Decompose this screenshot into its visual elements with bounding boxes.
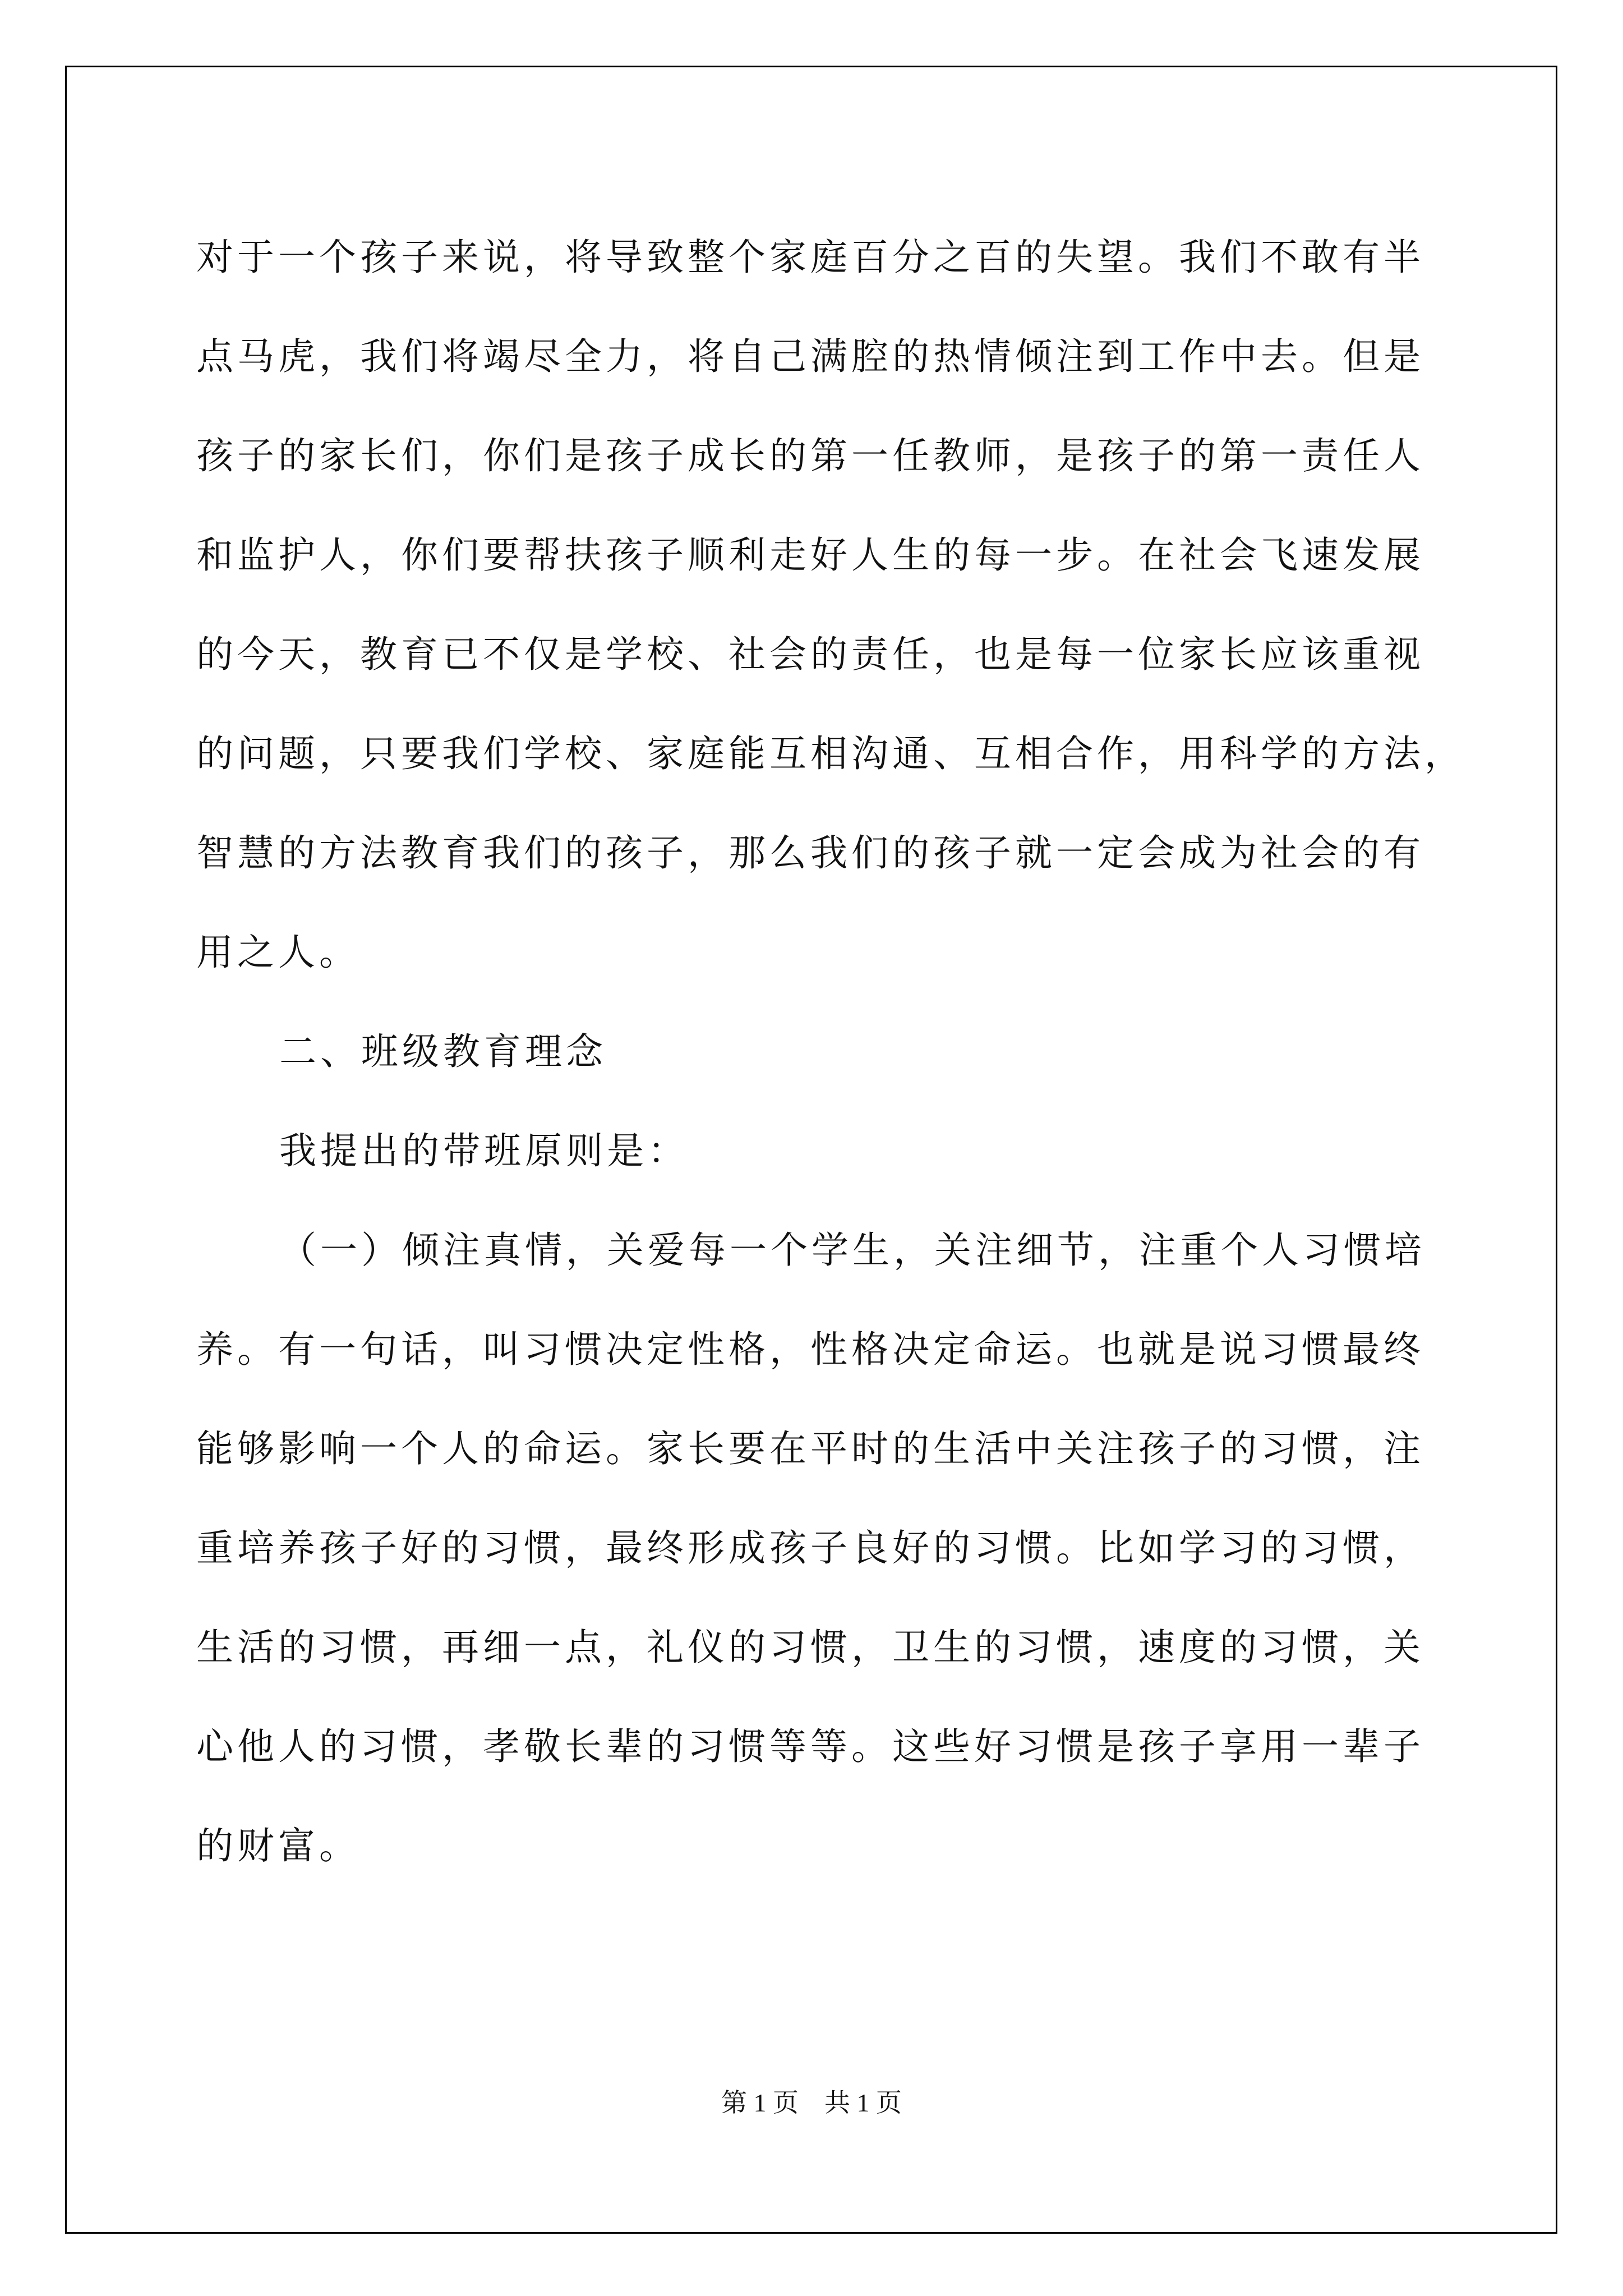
text-line: 二、班级教育理念 xyxy=(279,1030,607,1073)
document-body xyxy=(196,208,1465,1895)
text-line: 点马虎，我们将竭尽全力，将自己满腔的热情倾注到工作中去。但是 xyxy=(196,335,1424,378)
text-line: 重培养孩子好的习惯，最终形成孩子良好的习惯。比如学习的习惯， xyxy=(196,1526,1424,1570)
text-line: 的财富。 xyxy=(196,1824,360,1867)
text-line: 的今天，教育已不仅是学校、社会的责任，也是每一位家长应该重视 xyxy=(196,633,1424,676)
text-line: 智慧的方法教育我们的孩子，那么我们的孩子就一定会成为社会的有 xyxy=(196,831,1424,875)
text-line: 孩子的家长们，你们是孩子成长的第一任教师，是孩子的第一责任人 xyxy=(196,434,1424,477)
text-line: 的问题，只要我们学校、家庭能互相沟通、互相合作，用科学的方法， xyxy=(196,732,1465,775)
text-line: 我提出的带班原则是： xyxy=(279,1129,689,1172)
text-line: 生活的习惯，再细一点，礼仪的习惯，卫生的习惯，速度的习惯，关 xyxy=(196,1626,1424,1669)
text-line: 对于一个孩子来说，将导致整个家庭百分之百的失望。我们不敢有半 xyxy=(196,236,1424,279)
text-line: 心他人的习惯，孝敬长辈的习惯等等。这些好习惯是孩子享用一辈子 xyxy=(196,1725,1424,1768)
page-footer: 第 1 页 共 1 页 xyxy=(721,2088,902,2117)
text-line: 养。有一句话，叫习惯决定性格，性格决定命运。也就是说习惯最终 xyxy=(196,1328,1424,1371)
text-line: （一）倾注真情，关爱每一个学生，关注细节，注重个人习惯培 xyxy=(279,1228,1426,1272)
text-line: 用之人。 xyxy=(196,931,360,974)
text-line: 能够影响一个人的命运。家长要在平时的生活中关注孩子的习惯，注 xyxy=(196,1427,1424,1470)
text-line: 和监护人，你们要帮扶孩子顺利走好人生的每一步。在社会飞速发展 xyxy=(196,533,1424,577)
